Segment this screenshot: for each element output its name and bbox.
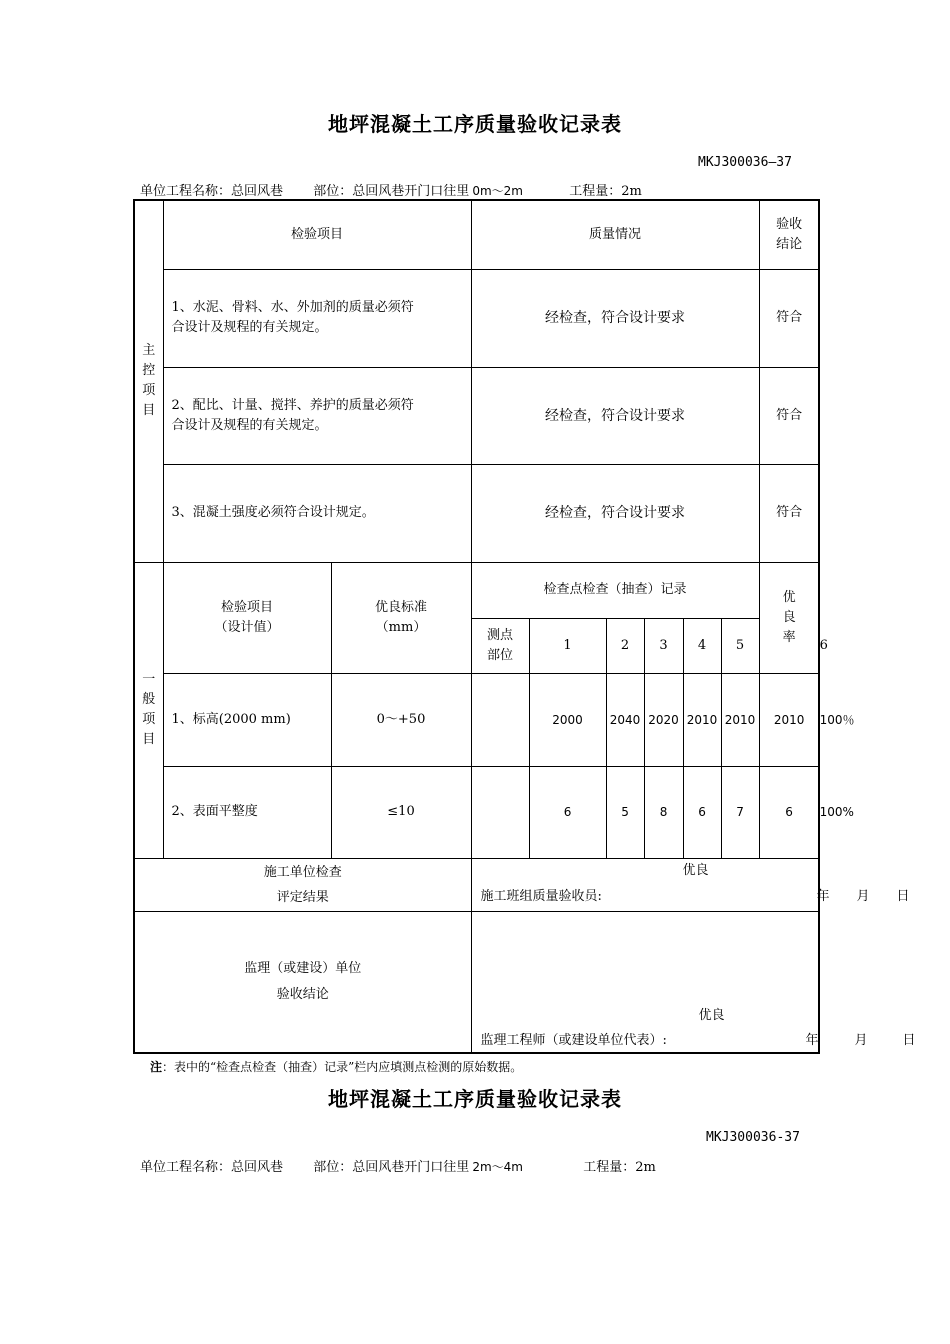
supervision-row (134, 911, 819, 1053)
supervision-year: 年 (805, 1032, 819, 1048)
document-title: 地坪混凝土工序质量验收记录表 (328, 112, 622, 136)
construction-result-cell (471, 858, 910, 911)
general-header-row (134, 562, 819, 618)
header-col-5: 5 (721, 618, 759, 673)
main-control-row (134, 464, 819, 562)
general-section-label: 一 般 项 目 (134, 562, 163, 858)
main-quality-text: 经检查，符合设计要求 (471, 464, 759, 562)
main-control-section-label: 主 控 项 目 (134, 200, 163, 562)
header-general-item: 检验项目 （设计值） (163, 562, 331, 673)
project-info-line (140, 180, 642, 199)
form-code-2: MKJ300036-37 (706, 1130, 800, 1145)
general-point-cell (471, 673, 529, 766)
quantity: 工程量：2m (569, 184, 642, 199)
header-check-record: 检查点检查（抽查）记录 (471, 562, 759, 618)
supervision-result-cell (471, 911, 916, 1053)
general-value: 8 (644, 766, 683, 858)
location-label-2: 部位：总回风巷开门口往里 (313, 1160, 470, 1175)
supervision-month: 月 (854, 1032, 868, 1048)
header-standard: 优良标准 （mm） (331, 562, 471, 673)
location-value: 0m～2m (472, 184, 523, 198)
general-point-cell (471, 766, 529, 858)
general-value: 2010 (721, 673, 759, 766)
supervision-result: 优良 (698, 1007, 725, 1023)
general-value: 2000 (529, 673, 606, 766)
general-standard-text: ≤10 (331, 766, 471, 858)
general-subheader-row: 测点 部位 1 2 3 4 5 6 (134, 618, 819, 673)
footnote (150, 1058, 522, 1075)
supervision-label: 监理（或建设）单位 验收结论 (134, 911, 471, 1053)
main-item-text: 2、配比、计量、搅拌、养护的质量必须符 合设计及规程的有关规定。 (163, 367, 471, 464)
construction-month: 月 (856, 888, 870, 904)
footnote-text: ：表中的“检查点检查（抽查）记录”栏内应填测点检测的原始数据。 (162, 1060, 523, 1074)
document-title-2: 地坪混凝土工序质量验收记录表 (328, 1087, 622, 1111)
header-col-4: 4 (683, 618, 721, 673)
inspection-record-table (133, 199, 916, 1054)
unit-name-2: 单位工程名称：总回风巷 (140, 1160, 284, 1175)
general-row: 1、标高(2000 mm) 0～+50 2000 2040 2020 2010 2010 2010 100％ (134, 673, 819, 766)
main-control-row (134, 367, 819, 464)
general-item-text: 2、表面平整度 (163, 766, 331, 858)
header-inspection-item: 检验项目 (163, 200, 471, 269)
general-row: 2、表面平整度 ≤10 6 5 8 6 7 6 100% (134, 766, 819, 858)
header-acceptance-conclusion: 验收 结论 (759, 200, 819, 269)
construction-label: 施工单位检查 评定结果 (134, 858, 471, 911)
form-code: MKJ300036—37 (698, 155, 792, 170)
general-value: 6 (759, 766, 819, 858)
general-value: 2020 (644, 673, 683, 766)
location-value-2: 2m～4m (472, 1160, 523, 1174)
main-item-text: 3、混凝土强度必须符合设计规定。 (163, 464, 471, 562)
location-label: 部位：总回风巷开门口往里 (313, 184, 470, 199)
construction-result-row (134, 858, 819, 911)
general-value: 5 (606, 766, 644, 858)
header-col-1: 1 (529, 618, 606, 673)
general-value: 2010 (759, 673, 819, 766)
quantity-2: 工程量：2m (583, 1160, 656, 1175)
header-col-3: 3 (644, 618, 683, 673)
main-conclusion-text: 符合 (759, 464, 819, 562)
general-value: 6 (683, 766, 721, 858)
main-item-text: 1、水泥、骨料、水、外加剂的质量必须符 合设计及规程的有关规定。 (163, 269, 471, 367)
general-value: 6 (529, 766, 606, 858)
main-control-header-row (134, 200, 819, 269)
main-control-row (134, 269, 819, 367)
main-quality-text: 经检查，符合设计要求 (471, 269, 759, 367)
main-conclusion-text: 符合 (759, 269, 819, 367)
general-standard-text: 0～+50 (331, 673, 471, 766)
project-info-line-2 (140, 1156, 656, 1175)
footnote-prefix: 注 (150, 1060, 163, 1074)
main-conclusion-text: 符合 (759, 367, 819, 464)
header-measure-point: 测点 部位 (471, 618, 529, 673)
header-col-2: 2 (606, 618, 644, 673)
main-quality-text: 经检查，符合设计要求 (471, 367, 759, 464)
construction-year: 年 (816, 888, 830, 904)
construction-day: 日 (896, 888, 910, 904)
general-value: 7 (721, 766, 759, 858)
header-quality-status: 质量情况 (471, 200, 759, 269)
supervision-engineer-label: 监理工程师（或建设单位代表）: (480, 1032, 667, 1048)
construction-result: 优良 (682, 862, 709, 878)
unit-name: 单位工程名称：总回风巷 (140, 184, 284, 199)
general-value: 2010 (683, 673, 721, 766)
general-value: 2040 (606, 673, 644, 766)
header-excellent-rate: 优 良 率 (759, 562, 819, 673)
supervision-day: 日 (902, 1032, 916, 1048)
general-item-text: 1、标高(2000 mm) (163, 673, 331, 766)
construction-inspector-label: 施工班组质量验收员: (480, 888, 602, 904)
